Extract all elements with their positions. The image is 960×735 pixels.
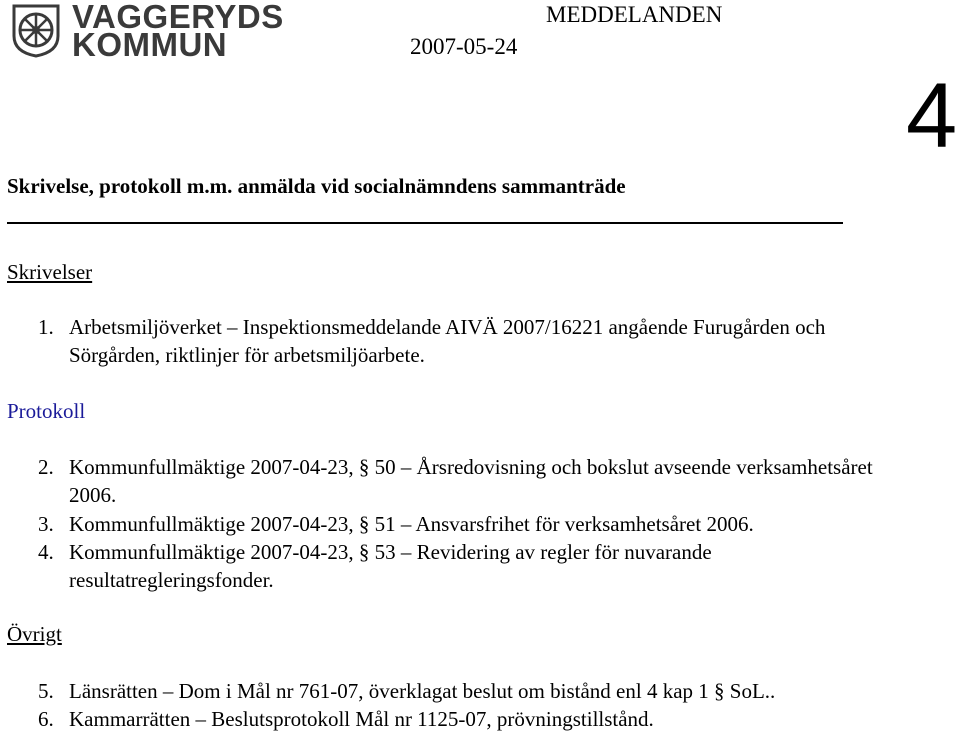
logo-wordmark-line1: VAGGERYDS	[72, 0, 284, 35]
item-number: 4.	[38, 540, 54, 564]
page-number: 4	[906, 65, 958, 167]
list-item	[38, 510, 918, 540]
list-item	[38, 538, 918, 598]
section-title-skrivelser: Skrivelser	[7, 260, 93, 284]
document-type: MEDDELANDEN	[546, 2, 723, 27]
page-heading: Skrivelse, protokoll m.m. anmälda vid socialnämndens sammanträde	[7, 174, 626, 198]
item-number: 5.	[38, 679, 54, 703]
item-text: Kammarrätten – Beslutsprotokoll Mål nr 1125-07, prövningstillstånd.	[69, 707, 654, 731]
section-title-ovrigt: Övrigt	[7, 622, 62, 646]
item-text: Kommunfullmäktige 2007-04-23, § 53 – Revidering av regler för nuvarande resultatregleringsfonder.	[69, 540, 712, 592]
item-number: 3.	[38, 512, 54, 536]
document-date: 2007-05-24	[410, 34, 518, 59]
item-number: 1.	[38, 315, 54, 339]
item-text: Arbetsmiljöverket – Inspektionsmeddelande AIVÄ 2007/16221 angående Furugården och Sörgården, riktlinjer för arbetsmiljöarbete.	[69, 315, 826, 367]
municipality-logo-icon	[10, 2, 62, 58]
list-item	[38, 677, 938, 707]
logo-wordmark-line2: KOMMUN	[72, 26, 228, 63]
item-text: Kommunfullmäktige 2007-04-23, § 51 – Ansvarsfrihet för verksamhetsåret 2006.	[69, 512, 754, 536]
item-number: 6.	[38, 707, 54, 731]
heading-divider	[7, 222, 843, 224]
item-text: Länsrätten – Dom i Mål nr 761-07, överklagat beslut om bistånd enl 4 kap 1 § SoL..	[69, 679, 776, 703]
list-item	[38, 453, 918, 513]
list-item	[38, 705, 938, 735]
item-text: Kommunfullmäktige 2007-04-23, § 50 – Årsredovisning och bokslut avseende verksamhetsåret 2006.	[69, 455, 873, 507]
item-number: 2.	[38, 455, 54, 479]
list-item	[38, 313, 918, 373]
section-title-protokoll: Protokoll	[7, 399, 86, 423]
